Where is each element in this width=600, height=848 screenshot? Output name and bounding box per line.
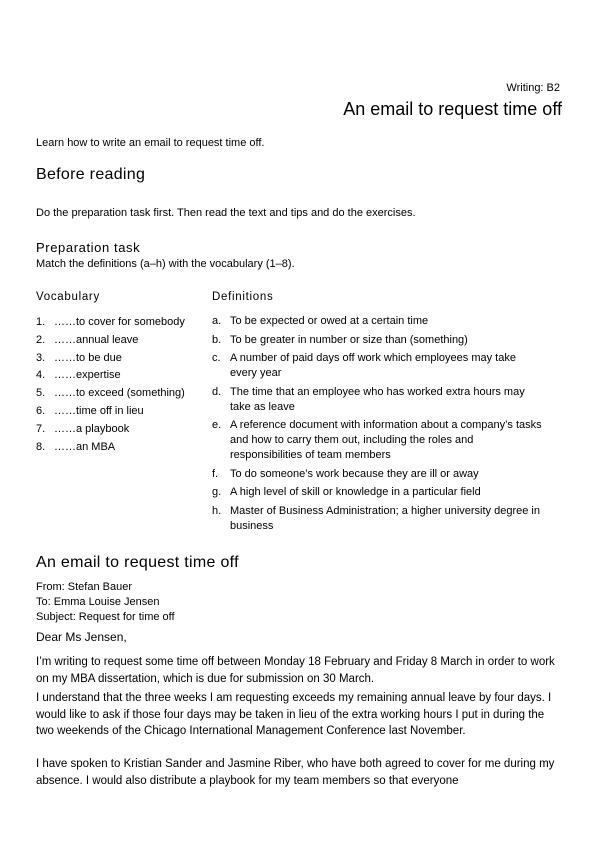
vocabulary-number: 4.: [36, 369, 46, 382]
definition-letter: h.: [212, 504, 222, 517]
definition-item: [212, 504, 542, 534]
vocabulary-text: ……to cover for somebody: [54, 316, 185, 328]
definition-item: [212, 385, 542, 415]
definition-letter: g.: [212, 486, 222, 498]
email-paragraph: I have spoken to Kristian Sander and Jasmine Riber, who have both agreed to cover for me during my absence. I would also distribute a playbook for my team members so that everyone: [36, 758, 555, 787]
definition-item: [212, 351, 542, 381]
vocabulary-item: [36, 332, 185, 350]
vocabulary-item: [36, 367, 185, 385]
vocabulary-number: 1.: [36, 316, 46, 328]
vocabulary-text: ……time off in lieu: [54, 404, 144, 417]
email-from: From: Stefan Bauer: [36, 581, 132, 593]
vocabulary-text: ……annual leave: [54, 333, 139, 346]
preparation-heading: Preparation task: [36, 240, 141, 255]
vocabulary-item: [36, 421, 185, 439]
definition-text: The time that an employee who has worked extra hours may take as leave: [230, 385, 525, 413]
before-reading-heading: Before reading: [36, 166, 146, 183]
email-subject: Subject: Request for time off: [36, 611, 175, 623]
definition-letter: c.: [212, 352, 221, 364]
definition-text: To be expected or owed at a certain time: [230, 315, 429, 327]
definition-text: A reference document with information about a company’s tasks and how to carry them out, including the roles and responsibilities of team members: [230, 419, 542, 461]
vocabulary-item: [36, 385, 185, 403]
definition-text: To be greater in number or size than (something): [230, 333, 468, 346]
vocabulary-item: [36, 439, 185, 457]
email-paragraph: I understand that the three weeks I am requesting exceeds my remaining annual leave by four days. I would like to ask if those four days may be taken in lieu of the extra working hours I put in during the two weekends of the Chicago International Management Conference last November.: [36, 692, 552, 737]
definition-item: [212, 485, 542, 500]
definition-text: Master of Business Administration; a higher university degree in business: [230, 504, 540, 532]
before-reading-text: Do the preparation task first. Then read the text and tips and do the exercises.: [36, 207, 416, 219]
vocabulary-text: ……a playbook: [54, 422, 130, 435]
definition-letter: a.: [212, 315, 222, 327]
vocabulary-number: 2.: [36, 333, 46, 346]
definition-letter: e.: [212, 419, 222, 431]
vocabulary-number: 7.: [36, 422, 46, 435]
email-greeting: Dear Ms Jensen,: [36, 630, 127, 644]
definition-text: To do someone’s work because they are ill or away: [230, 467, 479, 480]
definition-item: [212, 333, 542, 348]
vocabulary-text: ……expertise: [54, 369, 121, 382]
definition-item: [212, 467, 542, 482]
page-title: An email to request time off: [343, 99, 562, 119]
vocabulary-list: [36, 314, 185, 456]
definition-letter: d.: [212, 385, 222, 398]
vocabulary-number: 6.: [36, 404, 46, 417]
email-to: To: Emma Louise Jensen: [36, 596, 160, 608]
definition-item: [212, 418, 542, 463]
vocabulary-text: ……to be due: [54, 351, 122, 364]
definitions-list: [212, 314, 542, 537]
level-label: Writing: B2: [506, 82, 560, 94]
definitions-heading: Definitions: [212, 291, 274, 303]
email-heading: An email to request time off: [36, 554, 239, 571]
vocabulary-text: ……to exceed (something): [54, 387, 185, 400]
vocabulary-item: [36, 403, 185, 421]
preparation-instruction: Match the definitions (a–h) with the vocabulary (1–8).: [36, 258, 295, 270]
vocabulary-number: 5.: [36, 387, 46, 400]
definition-item: [212, 314, 542, 329]
vocabulary-number: 8.: [36, 440, 46, 453]
vocabulary-number: 3.: [36, 351, 46, 364]
vocabulary-item: [36, 314, 185, 332]
intro-text: Learn how to write an email to request time off.: [36, 137, 265, 149]
definition-letter: f.: [212, 467, 219, 480]
vocabulary-text: ……an MBA: [54, 440, 116, 453]
definition-text: A high level of skill or knowledge in a particular field: [230, 486, 481, 498]
definition-letter: b.: [212, 333, 222, 346]
vocabulary-item: [36, 350, 185, 368]
email-paragraph: I’m writing to request some time off between Monday 18 February and Friday 8 March in order to work on my MBA dissertation, which is due for submission on 30 March.: [36, 656, 555, 685]
vocabulary-heading: Vocabulary: [36, 291, 100, 303]
definition-text: A number of paid days off work which employees may take every year: [230, 352, 516, 379]
